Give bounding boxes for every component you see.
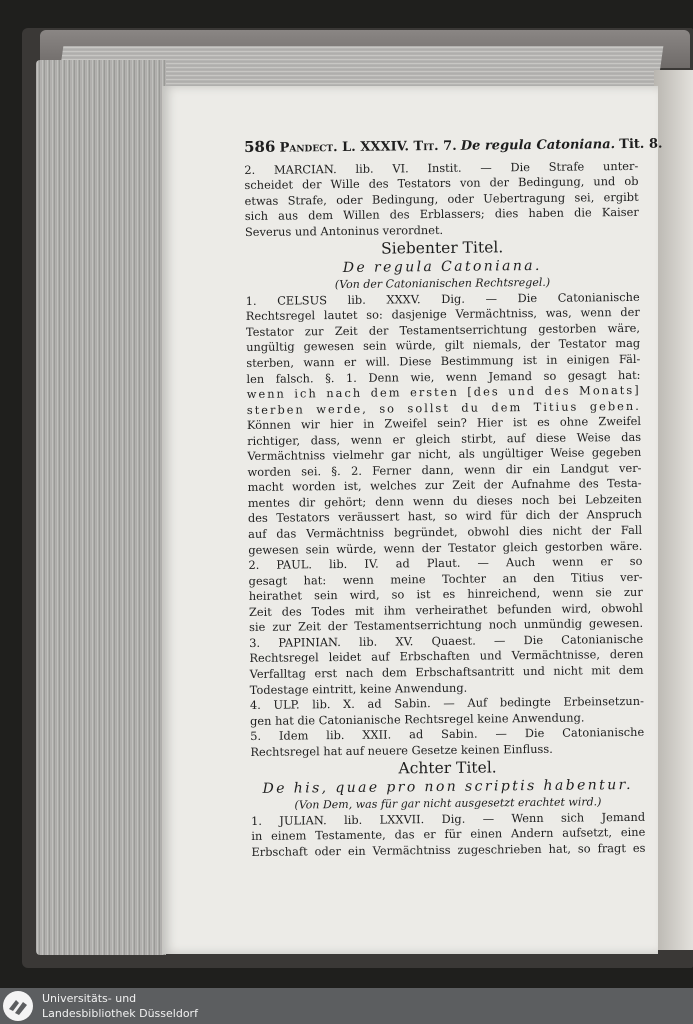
text-line: heirathet sein wird, so ist es hinreichend, wenn sie zur <box>248 585 643 604</box>
text-line: Erbschaft oder ein Vermächtniss zugeschrieben hat, so fragt es <box>251 840 646 859</box>
text-line: sterben werde, so sollst du dem Titius geben. <box>246 398 641 417</box>
text-line: Verfalltag erst nach dem Erbschaftsantritt und nicht mit dem <box>249 662 644 681</box>
text-line: Zeit des Todes mit ihm verheirathet befunden wird, obwohl <box>248 600 643 619</box>
ulb-logo-icon[interactable] <box>3 991 33 1021</box>
text-line: gewesen sein würde, wenn der Testator gleich gestorben wäre. <box>248 538 643 557</box>
text-line: sterben, wann er will. Diese Bestimmung ist in einigen Fäl- <box>246 351 641 371</box>
page-number: 586 <box>243 137 276 156</box>
text-line: gesagt hat: wenn meine Tochter an den Titius ver- <box>248 569 643 588</box>
text-line: macht worden ist, welches zur Zeit der Aufnahme des Testa- <box>247 476 642 495</box>
text-line: scheidet der Wille des Testators von der Bedingung, und ob <box>244 173 639 193</box>
text-line: sich aus dem Willen des Erblassers; dies haben die Kaiser <box>244 205 639 224</box>
library-footer <box>0 988 693 1024</box>
section-title: Siebenter Titel. <box>380 238 504 258</box>
page-edges-left <box>36 60 166 955</box>
text-line: len falsch. §. 1. Denn wie, wenn Jemand so gesagt hat: <box>246 367 641 386</box>
text-line: 1. CELSUS lib. XXXV. Dig. — Die Catonianische <box>245 289 640 308</box>
text-line: wenn ich nach dem ersten [des und des Monats] <box>246 382 641 402</box>
text-line: sie zur Zeit der Testamentserrichtung noch unmündig gewesen. <box>249 616 644 635</box>
text-line: 3. PAPINIAN. lib. XV. Quaest. — Die Catonianische <box>249 631 644 650</box>
text-line: mentes dir gehört; denn wenn du dieses noch bei Lebzeiten <box>247 491 642 510</box>
section-latin-title: De his, quae pro non scriptis habentur. <box>262 777 634 798</box>
running-head-title: De regula Catoniana. <box>460 137 616 154</box>
page-text <box>243 136 663 861</box>
text-line: 5. Idem lib. XXII. ad Sabin. — Die Catonianische <box>250 724 645 744</box>
institution-name-line1: Universitäts- und <box>42 992 137 1005</box>
text-line: Rechtsregel leidet auf Erbschaften und Vermächtnisse, deren <box>249 647 644 666</box>
running-head-text: Pandect. L. XXXIV. Tit. 7. <box>279 138 457 156</box>
institution-name-line2: Landesbibliothek Düsseldorf <box>42 1007 198 1020</box>
text-line: Rechtsregel lautet so: dasjenige Vermächtniss, was, wenn der <box>245 305 640 324</box>
text-line: auf das Vermächtniss begründet, obwohl dies nicht der Fall <box>248 522 643 542</box>
text-line: 4. ULP. lib. X. ad Sabin. — Auf bedingte Erbeinsetzun- <box>249 693 644 713</box>
text-line: des Testators veräussert hast, so wird für dich der Anspruch <box>247 507 643 526</box>
text-line: 1. JULIAN. lib. LXXVII. Dig. — Wenn sich Jemand <box>251 809 646 828</box>
book-page <box>162 86 663 954</box>
text-line: in einem Testamente, das er für einen Andern aufsetzt, eine <box>251 825 646 844</box>
section-title: Achter Titel. <box>398 758 497 778</box>
text-line: 2. MARCIAN. lib. VI. Instit. — Die Strafe unter- <box>244 158 639 177</box>
section-translation: (Von Dem, was für gar nicht ausgesetzt erachtet wird.) <box>294 795 602 812</box>
text-line: etwas Strafe, oder Bedingung, oder Uebertragung sei, ergibt <box>244 189 639 208</box>
section-latin-title: De regula Catoniana. <box>342 258 542 277</box>
text-line: 2. PAUL. lib. IV. ad Plaut. — Auch wenn er so <box>248 553 643 573</box>
text-line: Testator zur Zeit der Testamentserrichtung gestorben wäre, <box>245 320 641 339</box>
section-translation: (Von der Catonianischen Rechtsregel.) <box>334 276 551 292</box>
text-line: gen hat die Catonianische Rechtsregel keine Anwendung. <box>250 710 585 728</box>
text-line: Vermächtniss vielmehr gar nicht, als ungültiger Weise gegeben <box>247 445 642 464</box>
text-line: worden sei. §. 2. Ferner dann, wenn dir ein Landgut ver- <box>247 460 642 479</box>
text-line: Todestage eintritt, keine Anwendung. <box>249 680 468 697</box>
running-head-right: Tit. 8. <box>619 136 663 153</box>
running-head <box>243 136 663 157</box>
text-line: Rechtsregel hat auf neuere Gesetze keinen Einfluss. <box>250 741 553 759</box>
text-line: ungültig gewesen sein würde, gilt niemals, der Testator mag <box>246 336 641 355</box>
text-line: Severus und Antoninus verordnet. <box>244 222 444 239</box>
facing-page-edge <box>654 70 693 950</box>
text-line: Können wir hier in Zweifel sein? Hier ist es ohne Zweifel <box>246 414 642 433</box>
text-line: richtiger, dass, wenn er gleich stirbt, auf diese Weise das <box>247 429 642 448</box>
